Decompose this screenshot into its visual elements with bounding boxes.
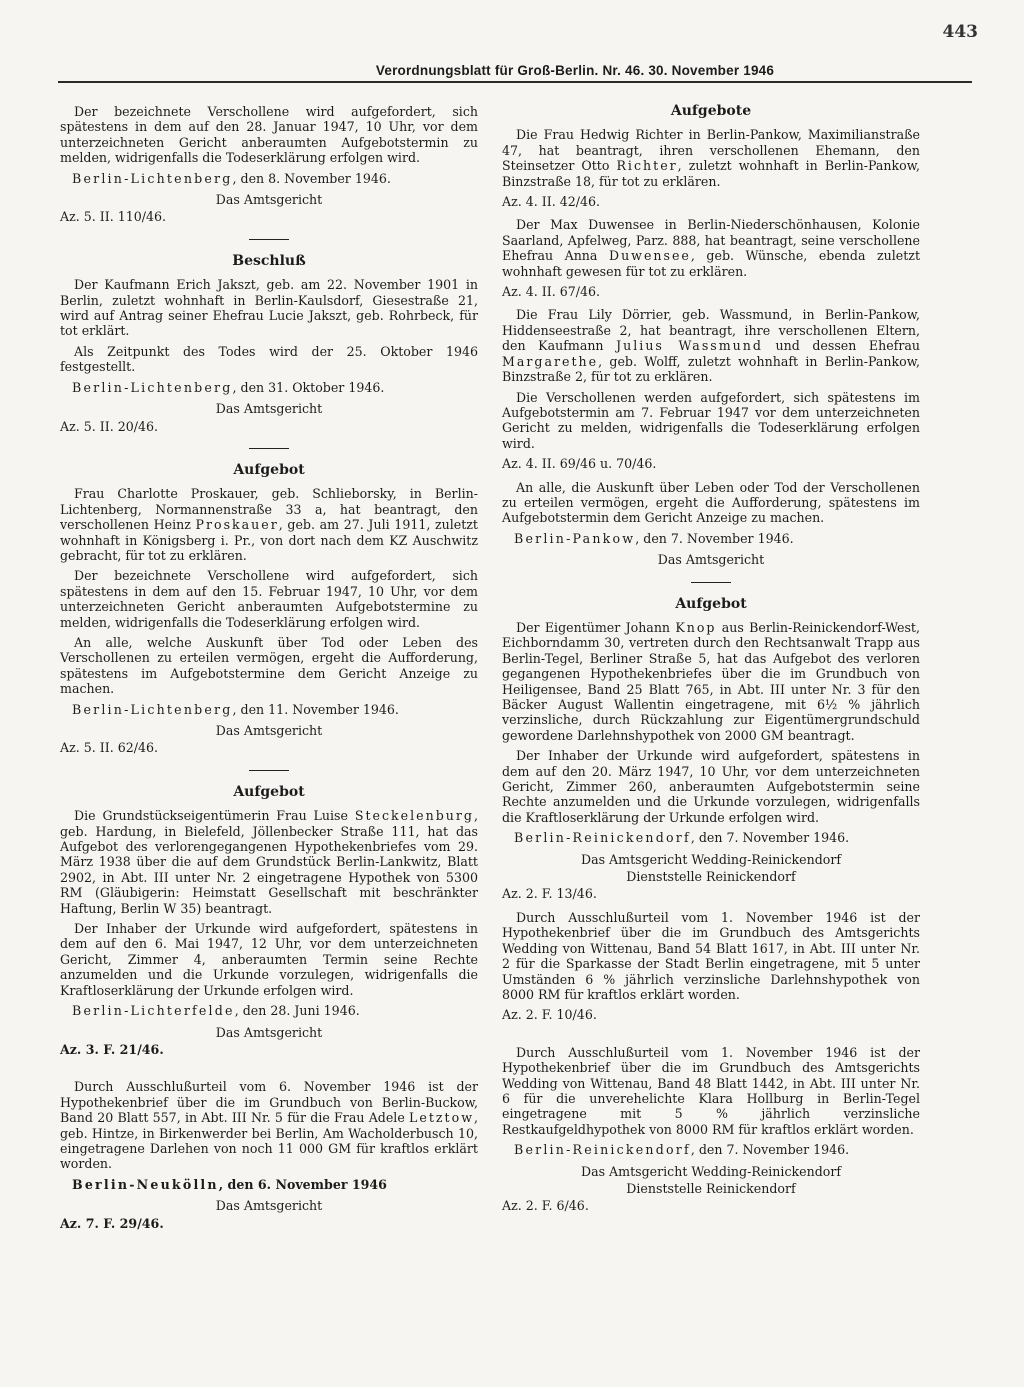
header-title: Verordnungsblatt für Groß-Berlin. Nr. 46. 30. November 1946 — [375, 63, 775, 78]
file-reference: Az. 4. II. 67/46. — [502, 284, 601, 300]
notice-ausschlussurteil-sparkasse — [502, 910, 920, 1023]
notice-aufgebote-pankow — [502, 104, 920, 568]
file-reference: Az. 2. F. 6/46. — [502, 1198, 589, 1214]
text: , geb. Hardung, in Bielefeld, Jöllenbecker Straße 111, hat das Aufgebot des verlorengegangenen Hypothekenbriefes vom 29. März 1938 über die auf dem Grundstück Berlin-Lankwitz, Blatt 2902, in Abt. III unter Nr. 2 eingetragene Hypothek von 5300 RM (Gläubigerin: Heimstatt Gesellschaft mit beschränkter Haftung, Berlin W 35) beantragt. — [60, 808, 478, 916]
place-date — [72, 380, 478, 395]
text: , geb. Hintze, in Birkenwerder bei Berlin, Am Wacholderbusch 10, eingetragene Darlehen von noch 11 000 GM für kraftlos erklärt worden. — [60, 1110, 478, 1172]
paragraph: Der Inhaber der Urkunde wird aufgefordert, spätestens in dem auf den 20. März 1947, 10 Uhr, vor dem unterzeichneten Gericht, Zimmer 260, anberaumten Aufgebotstermin seine Rechte anzumelden und die Urkunde vorzulegen, widrigenfalls die Kraftloserklärung der Urkunde erfolgen wird. — [502, 748, 920, 825]
notice-ausschlussurteil-letztow — [60, 1079, 478, 1231]
running-header — [58, 60, 972, 83]
separator — [249, 770, 289, 771]
text: Die Grundstückseigentümerin Frau Luise — [74, 808, 355, 824]
court-signature: Das Amtsgericht — [215, 723, 323, 738]
paragraph — [60, 808, 478, 916]
date: , den 6. November 1946 — [218, 1176, 387, 1192]
file-reference: Az. 7. F. 29/46. — [60, 1215, 164, 1231]
section-heading: Aufgebot — [233, 783, 305, 800]
file-reference: Az. 2. F. 13/46. — [502, 886, 597, 902]
paragraph: Durch Ausschlußurteil vom 1. November 1946 ist der Hypothekenbrief über die im Grundbuch des Amtsgerichts Wedding von Wittenau, Band 54 Blatt 1617, in Abt. III unter Nr. 2 für die Sparkasse der Stadt Berlin eingetragene, mit 5 unter Umständen 6 % jährlich verzinsliche Darlehnshypothek von 8000 RM für kraftlos erklärt worden. — [502, 909, 920, 1002]
place: Berlin-Lichtenberg — [72, 170, 233, 186]
text: , geb. am 27. Juli 1911, zuletzt wohnhaft in Königsberg i. Pr., von dort nach dem KZ Auschwitz gebracht, für tot zu erklären. — [60, 517, 478, 563]
page-number: 443 — [942, 22, 978, 42]
spaced-name: Duwensee — [608, 248, 691, 264]
text: Der Eigentümer Johann — [516, 619, 676, 635]
section-heading: Aufgebote — [670, 103, 752, 119]
date: , den 31. Oktober 1946. — [232, 379, 385, 395]
paragraph: Als Zeitpunkt des Todes wird der 25. Oktober 1946 festgestellt. — [60, 343, 478, 375]
paragraph — [60, 486, 478, 563]
paragraph: An alle, die Auskunft über Leben oder Tod der Verschollenen zu erteilen vermögen, ergeht die Aufforderung, spätestens im Aufgebotstermin dem Gericht Anzeige zu machen. — [502, 479, 920, 526]
place-date — [72, 1003, 478, 1018]
place: Berlin-Lichterfelde — [72, 1003, 235, 1019]
file-reference: Az. 5. II. 20/46. — [60, 418, 159, 434]
date: , den 8. November 1946. — [232, 170, 391, 186]
section-heading: Beschluß — [232, 252, 306, 269]
text: Durch Ausschlußurteil vom 6. November 1946 ist der Hypothekenbrief über die im Grundbuch von Berlin-Buckow, Band 20 Blatt 557, in Abt. III Nr. 5 für die Frau Adele — [60, 1079, 478, 1126]
paragraph — [502, 620, 920, 743]
paragraph — [502, 217, 920, 279]
place: Berlin-Pankow — [514, 530, 636, 546]
spaced-name: Knop — [675, 619, 717, 635]
section-heading: Aufgebot — [233, 461, 305, 478]
separator — [691, 582, 731, 583]
place: Berlin-Reinickendorf — [514, 830, 691, 846]
paragraph: Die Verschollenen werden aufgefordert, sich spätestens im Aufgebotstermin am 7. Februar 1947 vor dem unterzeichneten Gericht zu melden, widrigenfalls die Todeserklärung erfolgen wird. — [502, 389, 920, 451]
text: , geb. Wünsche, ebenda zuletzt wohnhaft gewesen für tot zu erklären. — [502, 248, 921, 279]
court-signature: Das Amtsgericht — [215, 192, 323, 208]
text: Der Max Duwensee in Berlin-Niederschönhausen, Kolonie Saarland, Apfelweg, Parz. 888, hat beantragt, seine verschollene Ehefrau Anna — [502, 217, 920, 264]
date: , den 7. November 1946. — [690, 1142, 850, 1158]
place-date — [72, 1177, 478, 1192]
place-date — [514, 830, 920, 845]
paragraph: Durch Ausschlußurteil vom 1. November 1946 ist der Hypothekenbrief über die im Grundbuch des Amtsgerichts Wedding von Wittenau, Band 48 Blatt 1442, in Abt. III unter Nr. 6 für die unverehelichte Klara Hollburg in Berlin-Tegel eingetragene mit 5 % jährlich verzinsliche Restkaufgeldhypothek von 8000 RM für kraftlos erklärt worden. — [502, 1044, 920, 1137]
date: , den 7. November 1946. — [635, 530, 794, 546]
court-signature: Das Amtsgericht — [215, 1198, 323, 1214]
separator — [249, 448, 289, 449]
text: aus Berlin-Reinickendorf-West, Eichborndamm 30, vertreten durch den Rechtsanwalt Trapp aus Berlin-Tegel, Berliner Straße 5, hat das Aufgebot des verloren gegangenen Hypothekenbriefes über die im Grundbuch von Heiligensee, Band 25 Blatt 765, in Abt. III unter Nr. 3 für den Bäcker August Wallentin eingetragene, mit 6½ % jährlich verzinsliche, durch Rückzahlung zur Eigentümergrundschuld gewordene Darlehnshypothek von 2000 GM beantragt. — [502, 619, 920, 743]
notice-aufgebot-proskauer — [60, 463, 478, 756]
text: , geb. Wolff, zuletzt wohnhaft in Berlin-Pankow, Binzstraße 2, für tot zu erklären. — [502, 353, 920, 385]
paragraph: Der bezeichnete Verschollene wird aufgefordert, sich spätestens in dem auf den 15. Februar 1947, 10 Uhr, vor dem unterzeichneten Gericht anberaumten Aufgebotstermine zu melden, widrigenfalls die Todeserklärung erfolgen wird. — [60, 568, 478, 630]
notice-lichtenberg-110 — [60, 104, 478, 225]
text: Die Frau Hedwig Richter in Berlin-Pankow, Maximilianstraße 47, hat beantragt, ihren verschollenen Ehemann, den Steinsetzer Otto — [502, 127, 920, 174]
place: Berlin-Lichtenberg — [72, 379, 233, 395]
file-reference: Az. 2. F. 10/46. — [502, 1007, 597, 1023]
court-signature: Das Amtsgericht Wedding-Reinickendorf — [580, 1163, 842, 1179]
paragraph: An alle, welche Auskunft über Tod oder Leben des Verschollenen zu erteilen vermögen, ergeht die Aufforderung, spätestens im Aufgebotstermine dem Gericht Anzeige zu machen. — [60, 634, 478, 697]
section-heading: Aufgebot — [675, 595, 747, 612]
place: Berlin-Neukölln — [72, 1176, 219, 1192]
file-reference: Az. 4. II. 69/46 u. 70/46. — [502, 456, 657, 472]
notice-aufgebot-steckelenburg — [60, 785, 478, 1058]
paragraph: Der Inhaber der Urkunde wird aufgefordert, spätestens in dem auf den 6. Mai 1947, 12 Uhr, vor dem unterzeichneten Gericht, Zimmer 4, anberaumten Termin seine Rechte anzumelden und die Urkunde vorzulegen, widrigenfalls die Kraftloserklärung der Urkunde erfolgen wird. — [60, 921, 478, 998]
place: Berlin-Lichtenberg — [72, 701, 233, 717]
text: und dessen Ehefrau — [762, 338, 920, 354]
text: Frau Charlotte Proskauer, geb. Schlieborsky, in Berlin-Lichtenberg, Normannenstraße 33 a, hat beantragt, den verschollenen Heinz — [60, 486, 478, 533]
notice-ausschlussurteil-hollburg — [502, 1045, 920, 1214]
text: Die Frau Lily Dörrier, geb. Wassmund, in Berlin-Pankow, Hiddenseestraße 2, hat beantragt, ihre verschollenen Eltern, den Kaufmann — [502, 307, 920, 354]
court-signature: Das Amtsgericht — [215, 401, 323, 417]
file-reference: Az. 4. II. 42/46. — [502, 194, 601, 210]
spaced-name: Richter — [616, 158, 678, 174]
place: Berlin-Reinickendorf — [514, 1142, 691, 1158]
left-column — [60, 104, 478, 1239]
notice-beschluss — [60, 254, 478, 434]
court-department: Dienststelle Reinickendorf — [626, 869, 796, 885]
court-signature: Das Amtsgericht — [657, 552, 765, 568]
separator — [249, 239, 289, 240]
file-reference: Az. 3. F. 21/46. — [60, 1041, 164, 1057]
file-reference: Az. 5. II. 110/46. — [60, 209, 167, 225]
file-reference: Az. 5. II. 62/46. — [60, 740, 159, 756]
court-signature: Das Amtsgericht — [215, 1024, 323, 1040]
text: , zuletzt wohnhaft in Berlin-Pankow, Binzstraße 18, für tot zu erklären. — [502, 158, 920, 189]
place-date — [514, 531, 920, 546]
paragraph — [502, 307, 920, 384]
date: , den 28. Juni 1946. — [234, 1003, 360, 1019]
right-column — [502, 104, 920, 1222]
paragraph — [502, 127, 920, 189]
notice-aufgebot-knop — [502, 597, 920, 902]
spaced-name: Steckelenburg — [354, 808, 474, 824]
paragraph — [60, 1079, 478, 1171]
place-date — [72, 702, 478, 717]
paragraph: Der bezeichnete Verschollene wird aufgefordert, sich spätestens in dem auf den 28. Januar 1947, 10 Uhr, vor dem unterzeichneten Gericht anberaumten Aufgebotstermin zu melden, widrigenfalls die Todeserklärung erfolgen wird. — [60, 104, 478, 166]
date: , den 11. November 1946. — [232, 701, 399, 717]
court-department: Dienststelle Reinickendorf — [626, 1180, 796, 1196]
spaced-name: Letztow — [409, 1110, 474, 1126]
date: , den 7. November 1946. — [690, 830, 850, 846]
place-date — [72, 171, 478, 186]
court-signature: Das Amtsgericht Wedding-Reinickendorf — [580, 851, 842, 867]
spaced-name: Julius Wassmund — [616, 338, 763, 354]
spaced-name: Margarethe — [502, 353, 599, 369]
place-date — [514, 1142, 920, 1157]
spaced-name: Proskauer — [195, 517, 279, 533]
paragraph: Der Kaufmann Erich Jakszt, geb. am 22. November 1901 in Berlin, zuletzt wohnhaft in Berlin-Kaulsdorf, Giesestraße 21, wird auf Antrag seiner Ehefrau Lucie Jakszt, geb. Rohrbeck, für tot erklärt. — [60, 277, 478, 339]
